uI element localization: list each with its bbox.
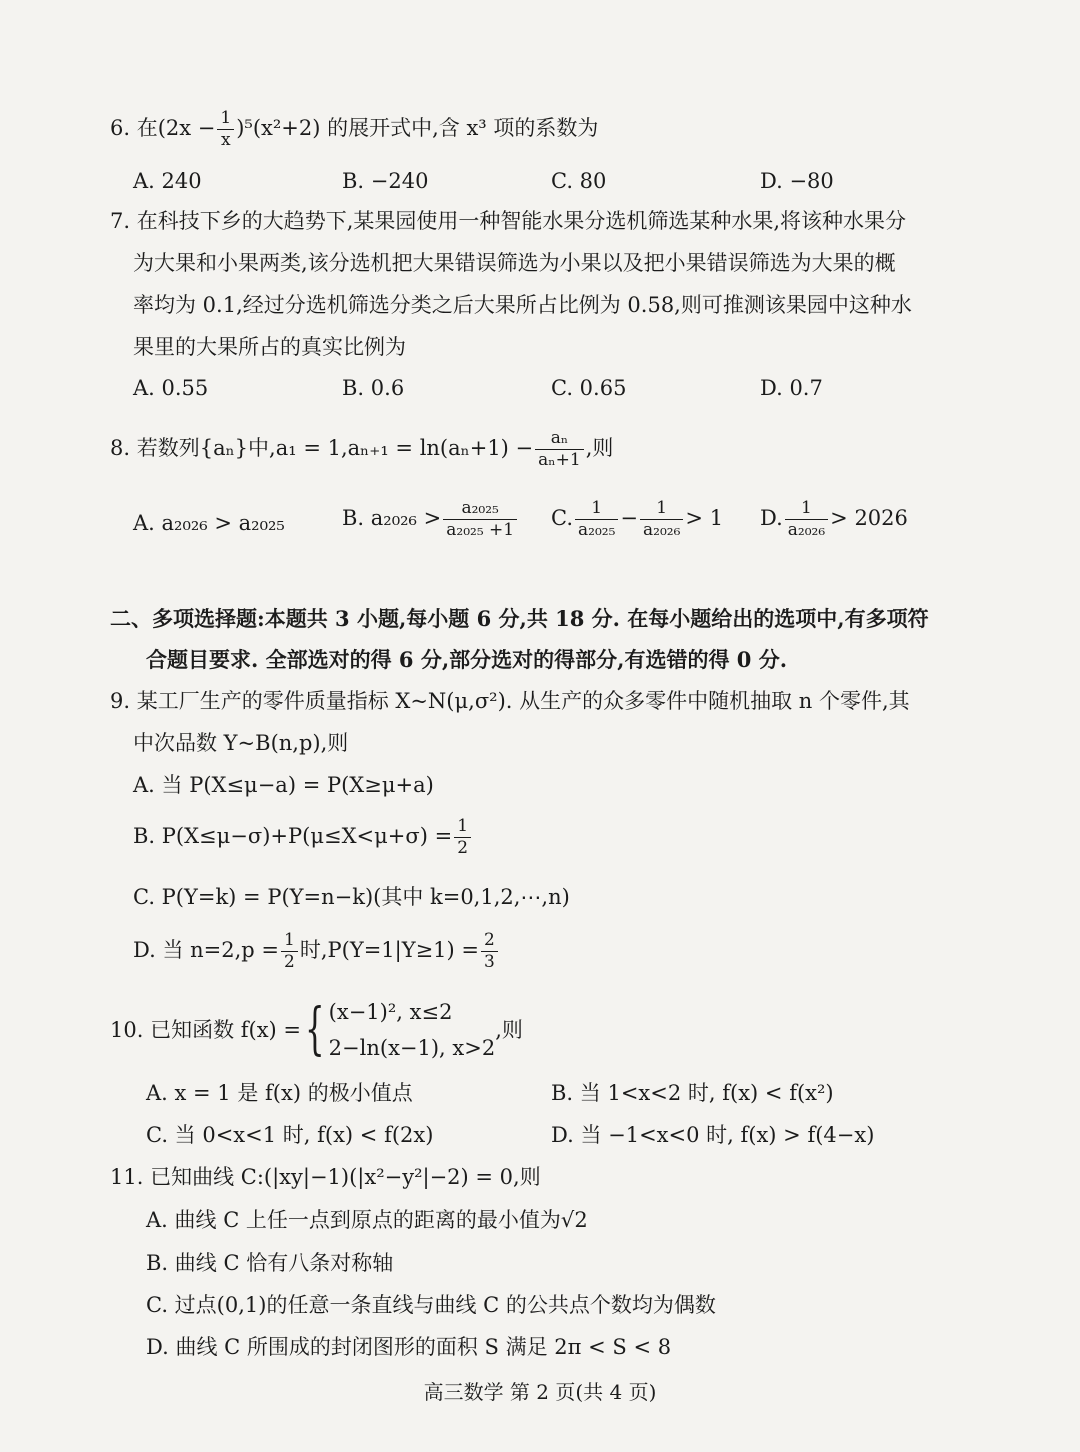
- q7-option-c: C. 0.65: [551, 376, 627, 400]
- q8-option-a: A. a₂₀₂₆ > a₂₀₂₅: [133, 511, 285, 535]
- q8-prefix: 8. 若数列{aₙ}中,a₁ = 1,aₙ₊₁ = ln(aₙ+1) −: [110, 436, 534, 460]
- q9-option-b: B. P(X≤μ−σ)+P(μ≤X<μ+σ) = $\frac{1}{2}$: [133, 818, 473, 857]
- q10-option-d: D. 当 −1<x<0 时, f(x) > f(4−x): [551, 1123, 875, 1147]
- q6-fraction: $\frac{1}{x}$: [217, 110, 234, 149]
- left-brace-icon: {: [305, 997, 325, 1062]
- q11-option-c: C. 过点(0,1)的任意一条直线与曲线 C 的公共点个数均为偶数: [146, 1293, 716, 1317]
- q9-option-d: D. 当 n=2,p = $\frac{1}{2}$ 时,P(Y=1|Y≥1) = $\frac{2}{3}$: [133, 932, 500, 971]
- q8-option-b-fraction: $\frac{\text{a₂₀₂₅}}{\text{a₂₀₂₅ +1}}$: [443, 500, 517, 539]
- q6-suffix: )⁵(x²+2) 的展开式中,含 x³ 项的系数为: [236, 116, 599, 140]
- q9-option-c: C. P(Y=k) = P(Y=n−k)(其中 k=0,1,2,⋯,n): [133, 885, 570, 909]
- question-9-line-2: 中次品数 Y~B(n,p),则: [133, 731, 349, 755]
- section-2-heading-line-1: 二、多项选择题:本题共 3 小题,每小题 6 分,共 18 分. 在每小题给出的选项中,有多项符: [110, 606, 929, 631]
- question-9-line-1: 9. 某工厂生产的零件质量指标 X~N(μ,σ²). 从生产的众多零件中随机抽取 n 个零件,其: [110, 689, 910, 713]
- question-11-stem: 11. 已知曲线 C:(|xy|−1)(|x²−y²|−2) = 0,则: [110, 1165, 541, 1189]
- question-7-line-2: 为大果和小果两类,该分选机把大果错误筛选为小果以及把小果错误筛选为大果的概: [133, 251, 896, 275]
- question-7-line-4: 果里的大果所占的真实比例为: [133, 335, 406, 359]
- question-6-stem: [110, 110, 598, 149]
- q8-option-d: D. $\frac{1}{\text{a₂₀₂₆}}$ > 2026: [760, 498, 908, 540]
- page-footer: 高三数学 第 2 页(共 4 页): [423, 1380, 657, 1404]
- q11-option-a: A. 曲线 C 上任一点到原点的距离的最小值为√2: [146, 1208, 588, 1232]
- q6-prefix: 6. 在(2x −: [110, 116, 216, 140]
- q8-fraction: $\frac{\text{aₙ}}{\text{aₙ+1}}$: [535, 430, 584, 469]
- q6-option-a: A. 240: [133, 169, 202, 193]
- question-8-stem: [110, 430, 613, 469]
- q8-option-b: B. a₂₀₂₆ > $\frac{\text{a₂₀₂₅}}{\text{a₂₀₂₅ +1}}$: [342, 500, 519, 539]
- question-7-line-3: 率均为 0.1,经过分选机筛选分类之后大果所占比例为 0.58,则可推测该果园中这种水: [133, 293, 912, 317]
- question-7-line-1: 7. 在科技下乡的大趋势下,某果园使用一种智能水果分选机筛选某种水果,将该种水果分: [110, 209, 907, 233]
- q10-option-b: B. 当 1<x<2 时, f(x) < f(x²): [551, 1081, 834, 1105]
- q8-option-c: C. $\frac{1}{\text{a₂₀₂₅}}$ − $\frac{1}{\text{a₂₀₂₆}}$ > 1: [551, 498, 724, 540]
- question-10-stem: 10. 已知函数 f(x) ={ (x−1)², x≤2 2−ln(x−1), x>2 ,则: [110, 994, 523, 1066]
- q10-option-c: C. 当 0<x<1 时, f(x) < f(2x): [146, 1123, 434, 1147]
- q10-option-a: A. x = 1 是 f(x) 的极小值点: [146, 1081, 413, 1105]
- q11-option-d: D. 曲线 C 所围成的封闭图形的面积 S 满足 2π < S < 8: [146, 1335, 672, 1359]
- q6-option-c: C. 80: [551, 169, 607, 193]
- q11-option-b: B. 曲线 C 恰有八条对称轴: [146, 1251, 394, 1275]
- q6-option-d: D. −80: [760, 169, 834, 193]
- q6-option-b: B. −240: [342, 169, 429, 193]
- q7-option-d: D. 0.7: [760, 376, 823, 400]
- section-2-heading-line-2: 合题目要求. 全部选对的得 6 分,部分选对的得部分,有选错的得 0 分.: [146, 647, 788, 672]
- q9-option-a: A. 当 P(X≤μ−a) = P(X≥μ+a): [133, 773, 434, 797]
- q8-suffix: ,则: [585, 436, 614, 460]
- q7-option-a: A. 0.55: [133, 376, 209, 400]
- q10-piecewise-cases: (x−1)², x≤2 2−ln(x−1), x>2: [328, 1000, 496, 1060]
- q7-option-b: B. 0.6: [342, 376, 405, 400]
